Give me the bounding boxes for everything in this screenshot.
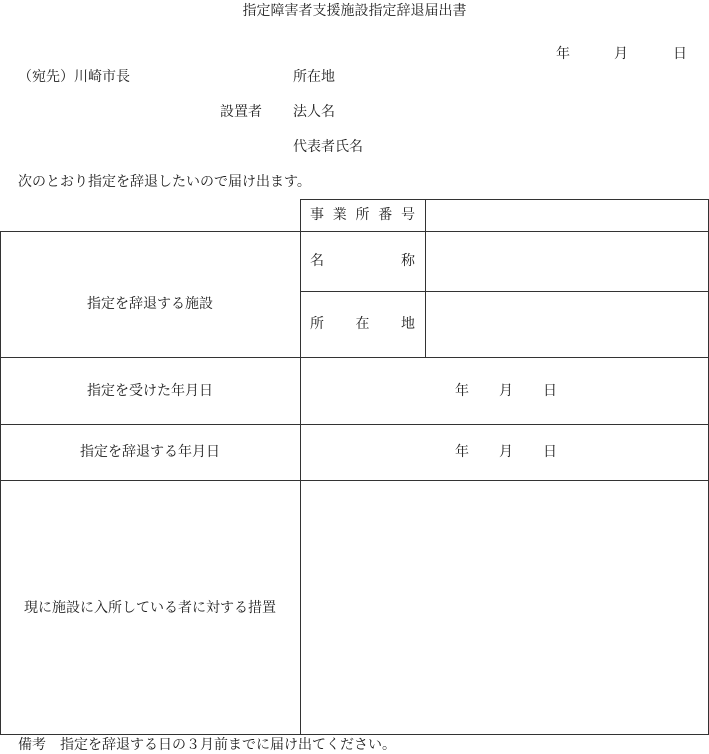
office-number-char: 所 [355,207,370,223]
name-char: 称 [401,253,415,269]
table-rule [0,734,709,735]
measures-label: 現に施設に入所している者に対する措置 [24,600,276,616]
footer-note: 備考 指定を辞退する日の３月前までに届け出てください。 [18,737,396,753]
office-number-char: 号 [401,207,415,223]
withdraw-date-year: 年 [455,444,469,460]
table-rule [300,291,709,292]
date-year: 年 [556,46,570,62]
date-month: 月 [614,46,628,62]
table-rule [0,480,709,481]
table-rule [300,199,301,735]
designated-date-month: 月 [499,383,513,399]
date-day: 日 [673,46,687,62]
address-label [310,317,415,331]
table-rule [0,424,709,425]
corporation-label: 法人名 [293,104,335,120]
table-rule [0,357,709,358]
representative-label: 代表者氏名 [293,139,363,155]
address-char: 在 [355,316,370,332]
document-title: 指定障害者支援施設指定辞退届出書 [242,3,467,19]
name-label [310,254,415,268]
withdraw-date-day: 日 [543,444,557,460]
intro-text: 次のとおり指定を辞退したいので届け出ます。 [18,174,311,190]
address-char: 地 [401,316,415,332]
table-rule [425,199,426,358]
designated-date-day: 日 [543,383,557,399]
office-number-char: 事 [310,207,324,223]
designated-date-year: 年 [455,383,469,399]
withdraw-date-month: 月 [499,444,513,460]
address-char: 所 [310,316,324,332]
office-number-char: 業 [332,207,347,223]
addressee: （宛先）川崎市長 [18,69,130,85]
table-rule [300,199,709,200]
facility-label: 指定を辞退する施設 [87,296,213,312]
location-label: 所在地 [293,69,335,85]
name-char: 名 [310,253,324,269]
designated-date-label: 指定を受けた年月日 [87,383,213,399]
withdraw-date-label: 指定を辞退する年月日 [80,444,220,460]
installer-label: 設置者 [220,104,262,120]
office-number-char: 番 [378,207,393,223]
office-number-label [310,208,415,222]
table-rule [0,231,709,232]
